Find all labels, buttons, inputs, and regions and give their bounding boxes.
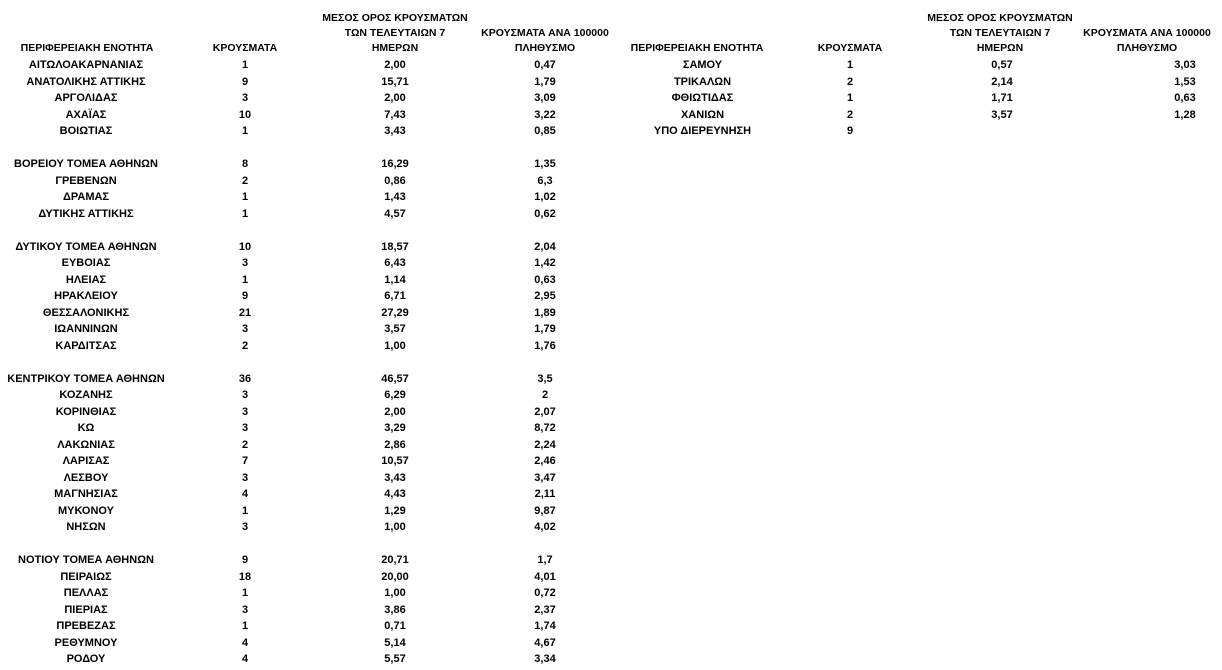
cell-region: ΛΑΚΩΝΙΑΣ [57,438,115,451]
cell-region: ΦΘΙΩΤΙΔΑΣ [671,92,734,104]
cell-cases: 1 [241,207,249,220]
cell-per100k: 2,07 [534,405,556,418]
cell-per100k: 1,53 [1174,75,1196,88]
table-row [0,90,620,106]
cell-avg7: 4,57 [384,207,406,220]
cell-per100k: 3,5 [537,372,553,385]
cell-region: ΗΡΑΚΛΕΙΟΥ [54,290,118,302]
cell-avg7 [355,536,435,552]
cell-avg7 [355,140,435,156]
cell-cases: 21 [238,306,252,319]
cell-per100k [505,222,585,238]
right-header-avg7-line3: ΗΜΕΡΩΝ [976,42,1024,54]
cell-region: ΡΕΘΥΜΝΟΥ [54,636,118,649]
table-row [610,74,1222,90]
right-header-per100k-line2: ΠΛΗΘΥΣΜΟ [1116,42,1178,54]
cell-region: ΚΟΡΙΝΘΙΑΣ [55,405,117,418]
cell-cases: 3 [241,405,249,418]
left-header-cases: ΚΡΟΥΣΜΑΤΑ [212,42,278,54]
table-row [0,189,620,205]
cell-cases: 1 [241,587,249,599]
cell-cases [205,140,285,156]
table-row [0,404,620,420]
cell-avg7: 5,57 [384,653,406,665]
table-row-spacer [0,354,620,370]
cell-avg7: 1,71 [991,92,1013,104]
cell-region: ΛΕΣΒΟΥ [63,471,109,484]
cell-region: ΧΑΝΙΩΝ [680,108,725,121]
cell-region: ΙΩΑΝΝΙΝΩΝ [54,323,118,335]
cell-avg7 [355,354,435,370]
cell-cases: 1 [241,620,249,632]
cell-per100k: 4,01 [534,570,556,583]
cell-region: ΡΟΔΟΥ [66,653,106,665]
left-header-per100k [465,26,625,56]
cell-cases: 3 [241,323,249,335]
cell-avg7: 4,43 [384,488,406,500]
cell-per100k: 1,76 [534,339,556,352]
cell-region: ΕΥΒΟΙΑΣ [61,257,111,269]
cell-avg7: 2,14 [991,75,1013,88]
cell-per100k [505,140,585,156]
table-row [0,503,620,519]
cell-per100k: 1,7 [537,554,553,566]
cell-region: ΚΟΖΑΝΗΣ [59,389,113,401]
cell-per100k: 3,47 [534,471,556,484]
cell-per100k [505,536,585,552]
table-row-spacer [0,222,620,238]
cell-cases: 4 [241,488,249,500]
cell-region: ΓΡΕΒΕΝΩΝ [55,174,117,187]
cell-cases: 1 [846,59,854,71]
table-row [0,338,620,354]
table-row-spacer [0,536,620,552]
cell-per100k: 4,02 [534,521,556,533]
cell-avg7: 3,57 [384,323,406,335]
cell-region: ΠΕΛΛΑΣ [63,587,109,599]
cell-avg7: 2,00 [384,59,406,71]
cell-per100k: 1,28 [1174,108,1196,121]
cell-cases: 10 [238,108,252,121]
cell-per100k: 2,95 [534,290,556,302]
cell-region: ΥΠΟ ΔΙΕΡΕΥΝΗΣΗ [653,125,752,137]
cell-per100k: 1,35 [534,158,556,170]
cell-avg7: 10,57 [381,455,409,467]
cell-avg7: 46,57 [381,372,409,385]
cell-cases: 2 [241,174,249,187]
cell-cases: 2 [846,108,854,121]
cell-avg7: 1,14 [384,273,406,286]
right-header-region: ΠΕΡΙΦΕΡΕΙΑΚΗ ΕΝΟΤΗΤΑ [630,42,764,54]
cell-avg7: 5,14 [384,636,406,649]
cell-region: ΜΑΓΝΗΣΙΑΣ [54,488,118,500]
table-row [0,305,620,321]
table-row [0,470,620,486]
right-data-table [610,57,1222,157]
cell-cases: 1 [241,273,249,286]
table-row [0,272,620,288]
table-row [0,206,620,222]
cell-cases: 2 [241,339,249,352]
cell-region: ΠΙΕΡΙΑΣ [64,603,108,616]
cell-region: ΤΡΙΚΑΛΩΝ [673,75,732,88]
cell-cases: 36 [238,372,252,385]
cell-region [0,536,172,552]
cell-region: ΑΧΑΪΑΣ [65,108,107,121]
cell-avg7: 15,71 [381,75,409,88]
cell-per100k: 0,63 [534,273,556,286]
cell-region: ΘΕΣΣΑΛΟΝΙΚΗΣ [42,306,130,319]
table-row [0,618,620,634]
cell-region: ΜΥΚΟΝΟΥ [57,504,115,517]
right-header-avg7 [910,11,1090,56]
cell-cases: 3 [241,92,249,104]
cell-avg7: 6,43 [384,257,406,269]
cell-cases: 3 [241,389,249,401]
left-header-avg7-line3: ΗΜΕΡΩΝ [371,42,419,54]
cell-cases: 3 [241,422,249,434]
cell-region [0,354,172,370]
cell-per100k: 1,02 [534,191,556,203]
cell-region: ΑΝΑΤΟΛΙΚΗΣ ΑΤΤΙΚΗΣ [26,75,146,88]
table-row [0,585,620,601]
table-row [0,288,620,304]
table-row [0,602,620,618]
cell-cases: 3 [241,471,249,484]
cell-avg7: 1,00 [384,339,406,352]
cell-region: ΔΥΤΙΚΟΥ ΤΟΜΕΑ ΑΘΗΝΩΝ [15,240,157,253]
right-header-avg7-line2: ΤΩΝ ΤΕΛΕΥΤΑΙΩΝ 7 [949,27,1051,39]
cell-region: ΠΕΙΡΑΙΩΣ [60,570,112,583]
cell-per100k: 1,89 [534,306,556,319]
table-row [0,123,620,139]
table-row [0,569,620,585]
cell-avg7: 20,71 [381,554,409,566]
cell-avg7: 2,00 [384,405,406,418]
cell-avg7: 16,29 [381,158,409,170]
table-row [610,123,1222,139]
table-row [0,552,620,568]
table-row [0,519,620,535]
cell-avg7: 1,00 [384,587,406,599]
cell-region [0,222,172,238]
cell-region: ΚΕΝΤΡΙΚΟΥ ΤΟΜΕΑ ΑΘΗΝΩΝ [7,372,165,385]
cell-cases: 9 [241,75,249,88]
cell-per100k: 9,87 [534,504,556,517]
left-header-avg7-line1: ΜΕΣΟΣ ΟΡΟΣ ΚΡΟΥΣΜΑΤΩΝ [322,12,468,24]
table-row [0,635,620,651]
cell-region: ΚΑΡΔΙΤΣΑΣ [55,339,117,352]
cell-avg7: 6,71 [384,290,406,302]
cell-per100k: 4,67 [534,636,556,649]
cell-per100k: 6,3 [537,174,553,187]
cell-avg7: 3,43 [384,125,406,137]
cell-per100k: 3,03 [1174,59,1196,71]
cell-cases [205,536,285,552]
cell-region: ΛΑΡΙΣΑΣ [62,455,110,467]
table-row [0,74,620,90]
cell-region: ΔΥΤΙΚΗΣ ΑΤΤΙΚΗΣ [38,207,134,220]
cell-cases: 9 [846,125,854,137]
cell-avg7: 2,00 [384,92,406,104]
left-header-region: ΠΕΡΙΦΕΡΕΙΑΚΗ ΕΝΟΤΗΤΑ [20,42,154,54]
cell-per100k: 0,47 [534,59,556,71]
left-header-avg7-line2: ΤΩΝ ΤΕΛΕΥΤΑΙΩΝ 7 [344,27,446,39]
cell-avg7: 3,86 [384,603,406,616]
cell-per100k [1145,123,1222,139]
cell-per100k: 1,42 [534,257,556,269]
cell-avg7: 2,86 [384,438,406,451]
cell-avg7: 0,57 [991,59,1013,71]
cell-avg7: 1,00 [384,521,406,533]
cell-region: ΒΟΡΕΙΟΥ ΤΟΜΕΑ ΑΘΗΝΩΝ [14,158,158,170]
cell-cases: 2 [846,75,854,88]
table-row [0,255,620,271]
cell-cases: 3 [241,257,249,269]
cell-region: ΑΙΤΩΛΟΑΚΑΡΝΑΝΙΑΣ [28,59,144,71]
table-row [0,156,620,172]
cell-per100k: 0,62 [534,207,556,220]
table-row [0,107,620,123]
left-data-table [0,57,620,670]
cell-avg7: 27,29 [381,306,409,319]
table-row [0,387,620,403]
cell-cases: 4 [241,636,249,649]
cell-avg7: 1,29 [384,504,406,517]
table-row [0,57,620,73]
right-header-avg7-line1: ΜΕΣΟΣ ΟΡΟΣ ΚΡΟΥΣΜΑΤΩΝ [927,12,1073,24]
table-row [0,453,620,469]
cell-per100k: 1,79 [534,323,556,335]
cell-per100k: 2,24 [534,438,556,451]
cell-region: ΚΩ [77,422,95,434]
cell-per100k: 2,46 [534,455,556,467]
cell-cases: 1 [846,92,854,104]
cell-cases: 1 [241,125,249,137]
cell-cases: 9 [241,554,249,566]
cell-per100k: 3,09 [534,92,556,104]
cell-avg7: 18,57 [381,240,409,253]
cell-avg7: 3,43 [384,471,406,484]
left-header-per100k-line1: ΚΡΟΥΣΜΑΤΑ ΑΝΑ 100000 [481,27,609,39]
cell-cases [205,354,285,370]
table-row [0,651,620,667]
cell-per100k: 3,34 [534,653,556,665]
cell-cases: 18 [238,570,252,583]
cell-avg7: 0,71 [384,620,406,632]
cell-per100k [505,354,585,370]
table-row [0,371,620,387]
cell-per100k: 2,11 [534,488,556,500]
cell-per100k: 0,72 [534,587,556,599]
cell-region: ΝΟΤΙΟΥ ΤΟΜΕΑ ΑΘΗΝΩΝ [18,554,154,566]
table-row [610,90,1222,106]
cell-cases: 1 [241,191,249,203]
cell-avg7: 3,29 [384,422,406,434]
cell-per100k: 2,37 [534,603,556,616]
cell-cases: 3 [241,521,249,533]
left-header-avg7 [305,11,485,56]
cell-region: ΗΛΕΙΑΣ [65,273,107,286]
cell-cases: 2 [241,438,249,451]
cell-region: ΣΑΜΟΥ [682,59,723,71]
table-row [0,437,620,453]
cell-avg7: 3,57 [991,108,1013,121]
cell-per100k: 8,72 [534,422,556,434]
cell-per100k: 3,22 [534,108,556,121]
cell-region [0,140,172,156]
cell-cases: 10 [238,240,252,253]
cell-avg7 [355,222,435,238]
table-row [0,486,620,502]
cell-avg7 [962,123,1042,139]
right-header-per100k [1072,26,1222,56]
table-row [610,57,1222,73]
cell-cases: 4 [241,653,249,665]
table-row [0,420,620,436]
cell-cases [205,222,285,238]
cell-region: ΝΗΣΩΝ [66,521,106,533]
cell-per100k: 0,63 [1174,92,1196,104]
cell-cases: 3 [241,603,249,616]
cell-avg7: 6,29 [384,389,406,401]
table-row [610,107,1222,123]
cell-avg7: 1,43 [384,191,406,203]
cell-cases: 1 [241,504,249,517]
cell-cases: 1 [241,59,249,71]
cell-region: ΔΡΑΜΑΣ [62,191,110,203]
cell-per100k: 1,79 [534,75,556,88]
cell-avg7: 0,86 [384,174,406,187]
cell-cases: 7 [241,455,249,467]
table-row [0,239,620,255]
left-header-per100k-line2: ΠΛΗΘΥΣΜΟ [514,42,576,54]
cell-region: ΠΡΕΒΕΖΑΣ [56,620,116,632]
cell-cases: 8 [241,158,249,170]
cell-region: ΒΟΙΩΤΙΑΣ [59,125,113,137]
cell-per100k: 0,85 [534,125,556,137]
table-row [0,173,620,189]
cell-avg7: 20,00 [381,570,409,583]
cell-region: ΑΡΓΟΛΙΔΑΣ [54,92,118,104]
right-header-per100k-line1: ΚΡΟΥΣΜΑΤΑ ΑΝΑ 100000 [1083,27,1211,39]
cell-avg7: 7,43 [384,108,406,121]
right-header-cases: ΚΡΟΥΣΜΑΤΑ [817,42,883,54]
cell-per100k: 1,74 [534,620,556,632]
cell-cases: 9 [241,290,249,302]
cell-per100k: 2 [541,389,549,401]
table-row-spacer [0,140,620,156]
cell-per100k: 2,04 [534,240,556,253]
table-row [0,321,620,337]
